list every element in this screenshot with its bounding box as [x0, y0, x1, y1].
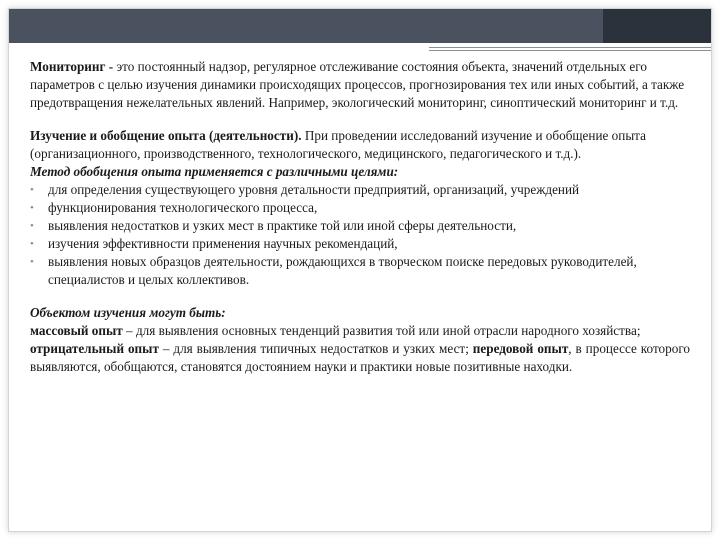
advanced-experience-term: передовой опыт	[472, 341, 569, 356]
list-item	[30, 181, 690, 199]
mass-experience-paragraph	[30, 322, 690, 340]
objects-heading: Объектом изучения могут быть:	[30, 305, 226, 320]
bullet-icon: •	[30, 184, 34, 196]
list-item-text: выявления недостатков и узких мест в практике той или иной сферы деятельности,	[48, 218, 517, 233]
experience-paragraph	[30, 127, 690, 163]
advanced-experience-text: , в процессе которого выявляются, обобщаются, становятся достоянием науки и практики новые позитивные находки.	[30, 341, 690, 374]
list-item-text: для определения существующего уровня детальности предприятий, организаций, учреждений	[48, 182, 580, 197]
negative-experience-term: отрицательный опыт	[30, 341, 159, 356]
slide-content	[30, 58, 690, 376]
negative-experience-text: – для выявления типичных недостатков и узких мест;	[158, 341, 473, 356]
goals-list	[30, 181, 690, 289]
list-item-text: изучения эффективности применения научных рекомендаций,	[48, 236, 398, 251]
list-item	[30, 253, 690, 289]
bullet-icon: •	[30, 256, 34, 268]
bullet-icon: •	[30, 238, 34, 250]
monitoring-term: Мониторинг -	[30, 59, 114, 74]
accent-line	[429, 50, 711, 51]
experience-term: Изучение и обобщение опыта (деятельности).	[30, 128, 302, 143]
accent-line	[429, 47, 711, 48]
bullet-icon: •	[30, 220, 34, 232]
bullet-icon: •	[30, 202, 34, 214]
list-item-text: функционирования технологического процесса,	[48, 200, 318, 215]
list-item	[30, 199, 690, 217]
method-heading: Метод обобщения опыта применяется с различными целями:	[30, 164, 399, 179]
monitoring-definition: это постоянный надзор, регулярное отслеживание состояния объекта, значений отдельных его параметров с целью изучения динамики происходящих процессов, прогнозирования тех или иных событий, а также предотвращения нежелательных явлений. Например, экологический мониторинг, синоптический мониторинг и т.д.	[30, 59, 685, 110]
experience-definition: При проведении исследований изучение и обобщение опыта (организационного, производственного, технологического, медицинского, педагогического и т.д.).	[30, 128, 646, 161]
monitoring-paragraph	[30, 58, 690, 112]
negative-experience-paragraph	[30, 340, 690, 376]
mass-experience-text: – для выявления основных тенденций развития той или иной отрасли народного хозяйства;	[122, 323, 641, 338]
list-item-text: выявления новых образцов деятельности, рождающихся в творческом поиске передовых руководителей, специалистов и целых коллективов.	[48, 254, 637, 287]
mass-experience-term: массовый опыт	[30, 323, 123, 338]
list-item	[30, 235, 690, 253]
list-item	[30, 217, 690, 235]
top-bar-accent	[603, 9, 711, 43]
